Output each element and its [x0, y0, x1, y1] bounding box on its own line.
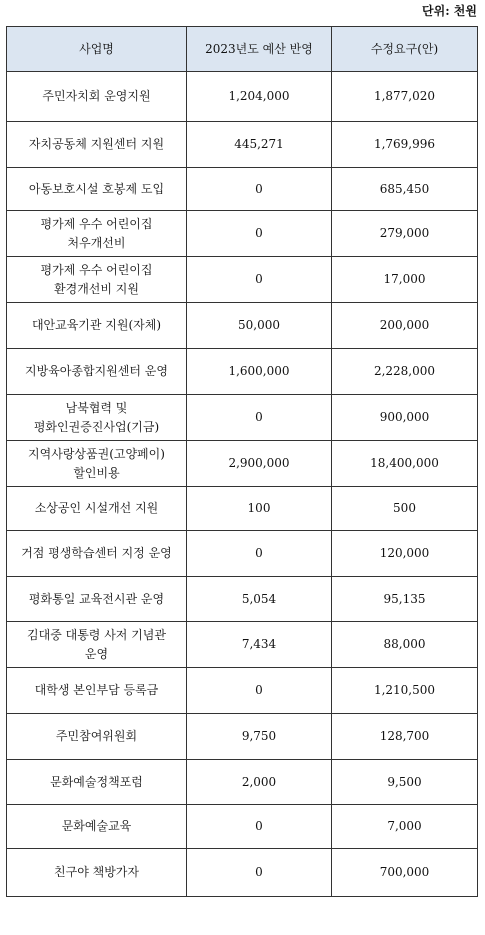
table-row — [7, 760, 478, 805]
request-cell: 685,450 — [332, 168, 478, 211]
project-name-cell: 남북협력 및 평화인권증진사업(기금) — [7, 395, 187, 441]
project-name-cell: 평가제 우수 어린이집 환경개선비 지원 — [7, 257, 187, 303]
project-name-cell: 주민자치회 운영지원 — [7, 72, 187, 122]
table-row — [7, 622, 478, 668]
request-cell: 9,500 — [332, 760, 478, 805]
table-row — [7, 303, 478, 349]
project-name-cell: 친구야 책방가자 — [7, 849, 187, 897]
table-row — [7, 395, 478, 441]
budget-cell: 0 — [187, 849, 332, 897]
budget-cell: 0 — [187, 168, 332, 211]
table-row — [7, 168, 478, 211]
request-cell: 128,700 — [332, 714, 478, 760]
unit-label: 단위: 천원 — [422, 4, 477, 18]
project-name-cell: 평가제 우수 어린이집 처우개선비 — [7, 211, 187, 257]
budget-cell: 9,750 — [187, 714, 332, 760]
request-cell: 7,000 — [332, 805, 478, 849]
project-name-cell: 대안교육기관 지원(자체) — [7, 303, 187, 349]
table-row — [7, 349, 478, 395]
table-body — [7, 72, 478, 897]
project-name-cell: 자치공동체 지원센터 지원 — [7, 122, 187, 168]
budget-cell: 0 — [187, 668, 332, 714]
budget-cell: 100 — [187, 487, 332, 531]
header-project-name: 사업명 — [7, 27, 187, 72]
project-name-cell: 문화예술교육 — [7, 805, 187, 849]
budget-cell: 0 — [187, 257, 332, 303]
budget-cell: 7,434 — [187, 622, 332, 668]
project-name-cell: 주민참여위원회 — [7, 714, 187, 760]
budget-cell: 445,271 — [187, 122, 332, 168]
request-cell: 88,000 — [332, 622, 478, 668]
request-cell: 17,000 — [332, 257, 478, 303]
budget-cell: 1,600,000 — [187, 349, 332, 395]
budget-cell: 2,000 — [187, 760, 332, 805]
project-name-cell: 소상공인 시설개선 지원 — [7, 487, 187, 531]
table-header-row — [7, 27, 478, 72]
project-name-cell: 아동보호시설 호봉제 도입 — [7, 168, 187, 211]
budget-cell: 0 — [187, 395, 332, 441]
request-cell: 1,877,020 — [332, 72, 478, 122]
table-row — [7, 531, 478, 577]
project-name-cell: 거점 평생학습센터 지정 운영 — [7, 531, 187, 577]
budget-cell: 5,054 — [187, 577, 332, 622]
request-cell: 2,228,000 — [332, 349, 478, 395]
table-row — [7, 577, 478, 622]
budget-cell: 0 — [187, 531, 332, 577]
project-name-cell: 지방육아종합지원센터 운영 — [7, 349, 187, 395]
request-cell: 1,210,500 — [332, 668, 478, 714]
table-row — [7, 805, 478, 849]
project-name-cell: 지역사랑상품권(고양페이) 할인비용 — [7, 441, 187, 487]
budget-cell: 0 — [187, 211, 332, 257]
request-cell: 500 — [332, 487, 478, 531]
header-budget-2023: 2023년도 예산 반영 — [187, 27, 332, 72]
request-cell: 120,000 — [332, 531, 478, 577]
request-cell: 18,400,000 — [332, 441, 478, 487]
project-name-cell: 문화예술정책포럼 — [7, 760, 187, 805]
budget-table — [6, 26, 478, 897]
table-row — [7, 72, 478, 122]
budget-cell: 2,900,000 — [187, 441, 332, 487]
table-row — [7, 668, 478, 714]
request-cell: 700,000 — [332, 849, 478, 897]
header-revision-request: 수정요구(안) — [332, 27, 478, 72]
request-cell: 279,000 — [332, 211, 478, 257]
table-row — [7, 122, 478, 168]
project-name-cell: 김대중 대통령 사저 기념관 운영 — [7, 622, 187, 668]
budget-cell: 0 — [187, 805, 332, 849]
table-row — [7, 714, 478, 760]
table-row — [7, 849, 478, 897]
project-name-cell: 대학생 본인부담 등록금 — [7, 668, 187, 714]
budget-cell: 50,000 — [187, 303, 332, 349]
budget-cell: 1,204,000 — [187, 72, 332, 122]
table-row — [7, 211, 478, 257]
table-row — [7, 257, 478, 303]
request-cell: 95,135 — [332, 577, 478, 622]
request-cell: 200,000 — [332, 303, 478, 349]
table-row — [7, 487, 478, 531]
project-name-cell: 평화통일 교육전시관 운영 — [7, 577, 187, 622]
table-row — [7, 441, 478, 487]
request-cell: 1,769,996 — [332, 122, 478, 168]
request-cell: 900,000 — [332, 395, 478, 441]
